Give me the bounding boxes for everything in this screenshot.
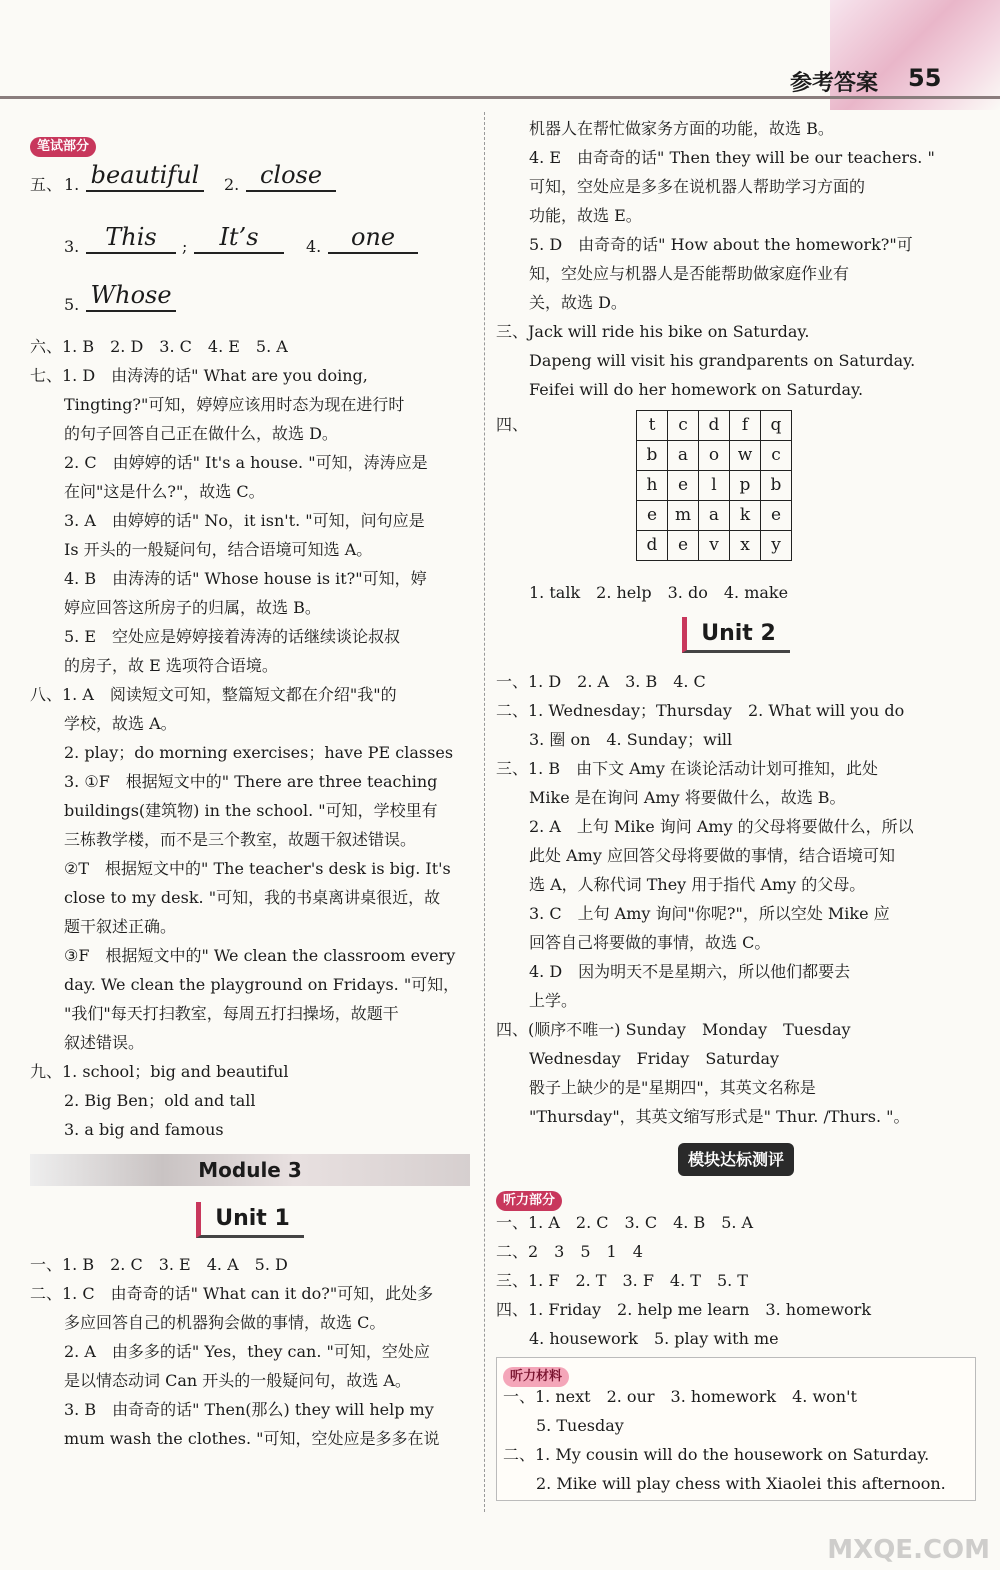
answer-line: 2. A 上句 Mike 询问 Amy 的父母将要做什么，所以 bbox=[529, 817, 914, 836]
grid-cell: a bbox=[699, 501, 730, 531]
grid-cell: k bbox=[730, 501, 761, 531]
q4-label: 四、 bbox=[496, 415, 529, 434]
answer-line: 二、1. C 由奇奇的话" What can it do?"可知，此处多 bbox=[30, 1284, 434, 1303]
answer-line: 知，空处应与机器人是否能帮助做家庭作业有 bbox=[529, 264, 850, 283]
watermark: MXQE.COM bbox=[827, 1535, 990, 1565]
answer-line: 3. C 上句 Amy 询问"你呢?"，所以空处 Mike 应 bbox=[529, 904, 890, 923]
material-line: 二、1. My cousin will do the housework on Saturday. bbox=[503, 1445, 930, 1464]
material-line: 5. Tuesday bbox=[536, 1416, 624, 1435]
grid-row bbox=[637, 441, 792, 471]
q5-row-3 bbox=[30, 276, 470, 332]
q5-num: 2. bbox=[224, 175, 240, 194]
listening-material-box bbox=[496, 1357, 976, 1501]
answer-line: 三、1. F 2. T 3. F 4. T 5. T bbox=[496, 1271, 748, 1290]
answer-line: 七、1. D 由涛涛的话" What are you doing, bbox=[30, 366, 368, 385]
answer-line: 3. A 由婷婷的话" No，it isn't. "可知，问句应是 bbox=[64, 511, 425, 530]
answer-line: 2. play；do morning exercises；have PE classes bbox=[64, 743, 454, 762]
answer-line: day. We clean the playground on Fridays. "可知， bbox=[64, 975, 460, 994]
grid-cell: l bbox=[699, 471, 730, 501]
answer-line: 3. 圈 on 4. Sunday；will bbox=[529, 730, 733, 749]
right-column bbox=[496, 114, 976, 1501]
grid-cell: q bbox=[761, 411, 792, 441]
answer-line: 的句子回答自己正在做什么，故选 D。 bbox=[64, 424, 338, 443]
left-column bbox=[30, 130, 470, 1453]
answer-line: 九、1. school；big and beautiful bbox=[30, 1062, 289, 1081]
answer-line: 婷应回答这所房子的归属，故选 B。 bbox=[64, 598, 321, 617]
grid-cell: e bbox=[637, 501, 668, 531]
q5-separator: ; bbox=[182, 237, 188, 256]
q5-num: 5. bbox=[64, 295, 80, 314]
module-test-banner: 模块达标测评 bbox=[678, 1143, 794, 1176]
word-search bbox=[496, 410, 976, 578]
answer-line: 5. E 空处应是婷婷接着涛涛的话继续谈论叔叔 bbox=[64, 627, 401, 646]
unit2-banner: Unit 2 bbox=[682, 617, 790, 653]
grid-cell: v bbox=[699, 531, 730, 561]
header-title: 参考答案 bbox=[790, 71, 879, 96]
answer-line: Wednesday Friday Saturday bbox=[529, 1049, 780, 1068]
grid-cell: o bbox=[699, 441, 730, 471]
answer-line: 4. B 由涛涛的话" Whose house is it?"可知，婷 bbox=[64, 569, 427, 588]
answer-line: 选 A，人称代词 They 用于指代 Amy 的父母。 bbox=[529, 875, 866, 894]
answer-line: 可知，空处应是多多在说机器人帮助学习方面的 bbox=[529, 177, 866, 196]
grid-row bbox=[637, 471, 792, 501]
answer-line: ②T 根据短文中的" The teacher's desk is big. It's bbox=[64, 859, 451, 878]
grid-cell: d bbox=[637, 531, 668, 561]
material-line: 一、1. next 2. our 3. homework 4. won't bbox=[503, 1387, 857, 1406]
answer-line: 机器人在帮忙做家务方面的功能，故选 B。 bbox=[529, 119, 834, 138]
grid-cell: a bbox=[668, 441, 699, 471]
answer-line: 3. ①F 根据短文中的" There are three teaching bbox=[64, 772, 438, 791]
answer-line: 叙述错误。 bbox=[64, 1033, 145, 1052]
column-divider bbox=[484, 112, 485, 1512]
letter-grid bbox=[636, 410, 792, 561]
tag-listening: 听力部分 bbox=[496, 1191, 562, 1211]
tag-reading: 笔试部分 bbox=[30, 137, 96, 157]
tag-material: 听力材料 bbox=[503, 1367, 569, 1387]
answer-line: 学校，故选 A。 bbox=[64, 714, 177, 733]
answer-line: Feifei will do her homework on Saturday. bbox=[529, 380, 864, 399]
grid-cell: c bbox=[761, 441, 792, 471]
q5-answer: It’s bbox=[194, 222, 284, 254]
answer-line: 多应回答自己的机器狗会做的事情，故选 C。 bbox=[64, 1313, 386, 1332]
answer-line: 三栋教学楼，而不是三个教室，故题干叙述错误。 bbox=[64, 830, 417, 849]
answer-line: 二、1. Wednesday；Thursday 2. What will you do bbox=[496, 701, 905, 720]
answer-line: close to my desk. "可知，我的书桌离讲桌很近，故 bbox=[64, 888, 441, 907]
answer-line: 2. C 由婷婷的话" It's a house. "可知，涛涛应是 bbox=[64, 453, 428, 472]
q5-label: 五、 bbox=[30, 175, 63, 194]
answer-line: Dapeng will visit his grandparents on Saturday. bbox=[529, 351, 916, 370]
grid-cell: c bbox=[668, 411, 699, 441]
answer-line: 上学。 bbox=[529, 991, 578, 1010]
answer-line: "我们"每天打扫教室，每周五打扫操场，故题干 bbox=[64, 1004, 399, 1023]
answer-line: ③F 根据短文中的" We clean the classroom every bbox=[64, 946, 456, 965]
grid-cell: x bbox=[730, 531, 761, 561]
answer-line: 3. B 由奇奇的话" Then(那么) they will help my bbox=[64, 1400, 434, 1419]
answer-line: "Thursday"，其英文缩写形式是" Thur. /Thurs. "。 bbox=[529, 1107, 910, 1126]
answer-line: 三、1. B 由下文 Amy 在谈论活动计划可推知，此处 bbox=[496, 759, 879, 778]
q5-row-2 bbox=[30, 218, 470, 276]
answer-line: 5. D 由奇奇的话" How about the homework?"可 bbox=[529, 235, 913, 254]
page-number: 55 bbox=[908, 64, 942, 92]
answer-line: Is 开头的一般疑问句，结合语境可知选 A。 bbox=[64, 540, 373, 559]
q5-row-1 bbox=[30, 160, 470, 218]
q5-answer: close bbox=[246, 160, 336, 192]
grid-row bbox=[637, 531, 792, 561]
answer-line: 三、Jack will ride his bike on Saturday. bbox=[496, 322, 810, 341]
unit1-banner: Unit 1 bbox=[196, 1202, 304, 1238]
grid-cell: e bbox=[668, 471, 699, 501]
answer-line: 一、1. B 2. C 3. E 4. A 5. D bbox=[30, 1255, 288, 1274]
grid-cell: w bbox=[730, 441, 761, 471]
answer-line: 八、1. A 阅读短文可知，整篇短文都在介绍"我"的 bbox=[30, 685, 397, 704]
grid-row bbox=[637, 501, 792, 531]
q5-answer: beautiful bbox=[86, 160, 204, 192]
answer-line: mum wash the clothes. "可知，空处应是多多在说 bbox=[64, 1429, 440, 1448]
grid-row bbox=[637, 411, 792, 441]
grid-cell: e bbox=[761, 501, 792, 531]
answer-line: buildings(建筑物) in the school. "可知，学校里有 bbox=[64, 801, 438, 820]
module-banner: Module 3 bbox=[30, 1154, 470, 1186]
answer-line: 2. Big Ben；old and tall bbox=[64, 1091, 256, 1110]
q5-num: 4. bbox=[306, 237, 322, 256]
answer-line: 一、1. A 2. C 3. C 4. B 5. A bbox=[496, 1213, 754, 1232]
material-line: 2. Mike will play chess with Xiaolei this afternoon. bbox=[536, 1474, 946, 1493]
grid-cell: m bbox=[668, 501, 699, 531]
q5-answer: This bbox=[86, 222, 176, 254]
grid-cell: d bbox=[699, 411, 730, 441]
q5-answer: Whose bbox=[86, 280, 176, 312]
answer-line: 是以情态动词 Can 开头的一般疑问句，故选 A。 bbox=[64, 1371, 411, 1390]
answer-line: 的房子，故 E 选项符合语境。 bbox=[64, 656, 278, 675]
answer-line: Tingting?"可知，婷婷应该用时态为现在进行时 bbox=[64, 395, 405, 414]
answer-line: 2. A 由多多的话" Yes，they can. "可知，空处应 bbox=[64, 1342, 430, 1361]
grid-cell: b bbox=[761, 471, 792, 501]
q5-answer: one bbox=[328, 222, 418, 254]
answer-line: 二、2 3 5 1 4 bbox=[496, 1242, 643, 1261]
grid-cell: p bbox=[730, 471, 761, 501]
answer-line: 题干叙述正确。 bbox=[64, 917, 177, 936]
header-rule bbox=[0, 96, 1000, 99]
answer-line: 回答自己将要做的事情，故选 C。 bbox=[529, 933, 771, 952]
grid-answers: 1. talk 2. help 3. do 4. make bbox=[529, 583, 789, 602]
q5-num: 3. bbox=[64, 237, 80, 256]
answer-line: 关，故选 D。 bbox=[529, 293, 627, 312]
grid-cell: y bbox=[761, 531, 792, 561]
answer-line: Mike 是在询问 Amy 将要做什么，故选 B。 bbox=[529, 788, 846, 807]
grid-cell: f bbox=[730, 411, 761, 441]
answer-line: 一、1. D 2. A 3. B 4. C bbox=[496, 672, 706, 691]
answer-line: 骰子上缺少的是"星期四"，其英文名称是 bbox=[529, 1078, 816, 1097]
answer-line: 4. D 因为明天不是星期六，所以他们都要去 bbox=[529, 962, 851, 981]
answer-line: 功能，故选 E。 bbox=[529, 206, 642, 225]
answer-line: 4. housework 5. play with me bbox=[529, 1329, 779, 1348]
grid-cell: e bbox=[668, 531, 699, 561]
answer-line: 四、1. Friday 2. help me learn 3. homework bbox=[496, 1300, 872, 1319]
answer-line: 此处 Amy 应回答父母将要做的事情，结合语境可知 bbox=[529, 846, 895, 865]
grid-cell: b bbox=[637, 441, 668, 471]
q5-num: 1. bbox=[64, 175, 80, 194]
grid-cell: t bbox=[637, 411, 668, 441]
answer-line: 六、1. B 2. D 3. C 4. E 5. A bbox=[30, 337, 288, 356]
answer-line: 四、(顺序不唯一) Sunday Monday Tuesday bbox=[496, 1020, 851, 1039]
grid-cell: h bbox=[637, 471, 668, 501]
answer-line: 3. a big and famous bbox=[64, 1120, 224, 1139]
answer-line: 4. E 由奇奇的话" Then they will be our teachers. " bbox=[529, 148, 935, 167]
answer-line: 在问"这是什么?"，故选 C。 bbox=[64, 482, 265, 501]
